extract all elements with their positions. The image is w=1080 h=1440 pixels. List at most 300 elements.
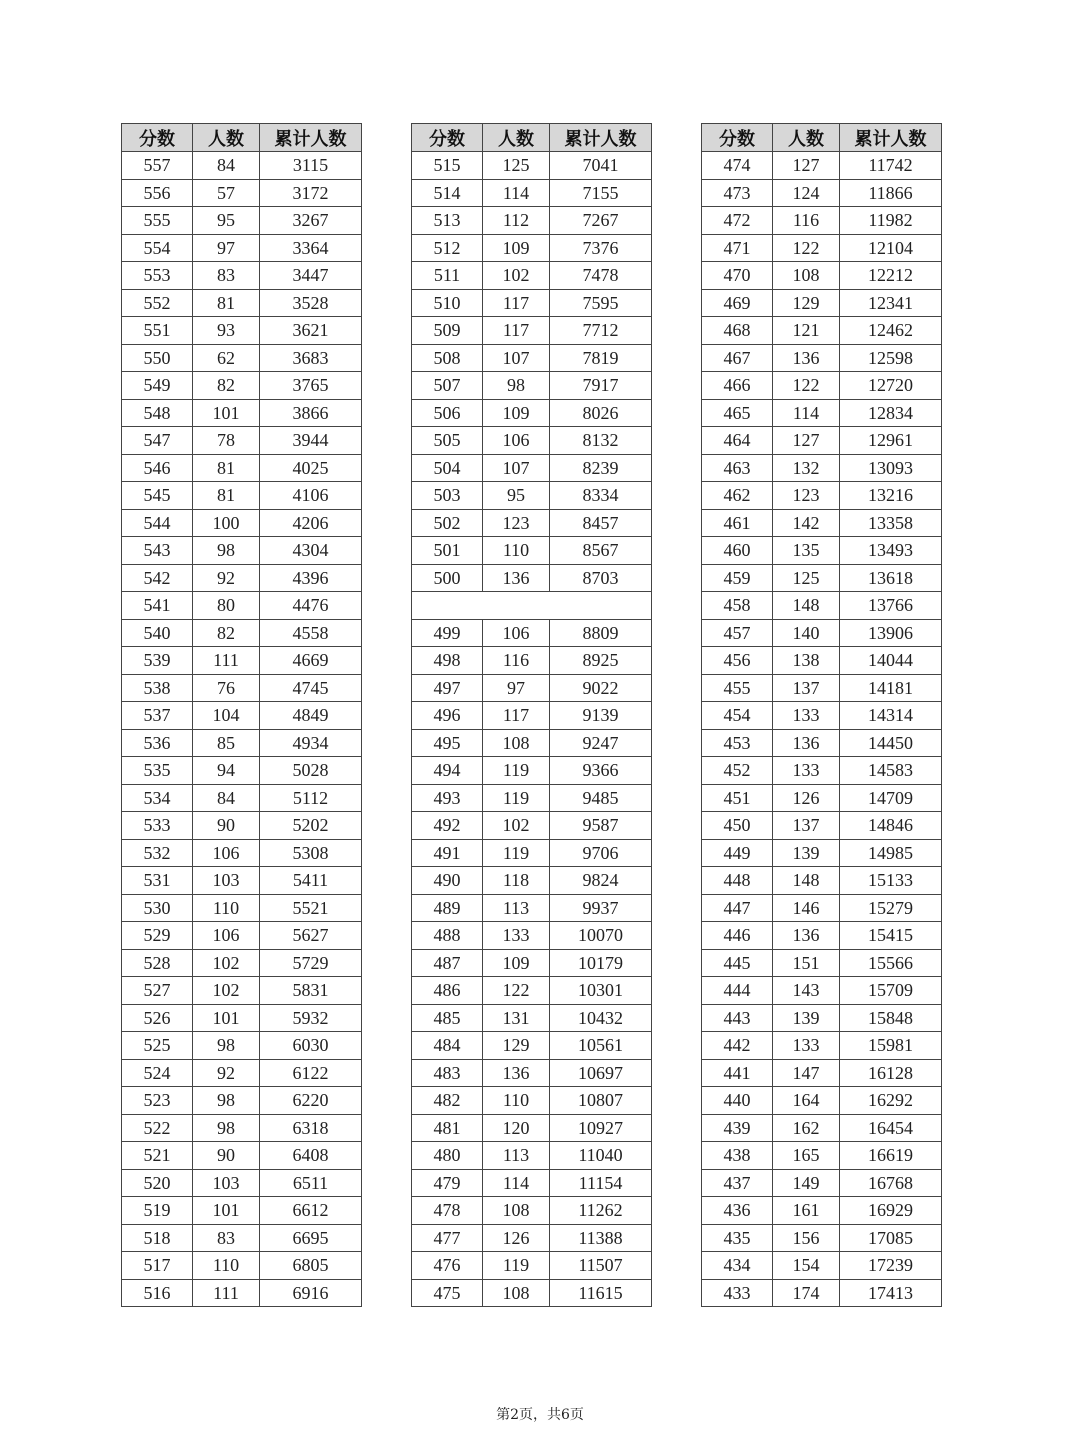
cell-count: 119 [483, 757, 550, 785]
table-row [122, 784, 362, 812]
cell-cumulative: 17413 [840, 1279, 942, 1307]
cell-score: 473 [702, 179, 773, 207]
cell-count: 127 [773, 152, 840, 180]
table-row [702, 1224, 942, 1252]
cell-count: 131 [483, 1004, 550, 1032]
cell-cumulative: 7041 [550, 152, 652, 180]
table-row [702, 812, 942, 840]
cell-cumulative: 14044 [840, 647, 942, 675]
table-row [702, 1279, 942, 1307]
cell-cumulative: 5308 [260, 839, 362, 867]
cell-count: 121 [773, 317, 840, 345]
table-row [122, 1252, 362, 1280]
table-row [702, 894, 942, 922]
table-row [412, 867, 652, 895]
table-row [412, 1169, 652, 1197]
cell-cumulative: 6612 [260, 1197, 362, 1225]
cell-cumulative: 11154 [550, 1169, 652, 1197]
cell-score: 516 [122, 1279, 193, 1307]
cell-cumulative: 14709 [840, 784, 942, 812]
cell-cumulative: 3447 [260, 262, 362, 290]
cell-cumulative: 9022 [550, 674, 652, 702]
cell-score: 497 [412, 674, 483, 702]
cell-count: 92 [193, 1059, 260, 1087]
cell-count: 84 [193, 152, 260, 180]
cell-cumulative: 9139 [550, 702, 652, 730]
cell-cumulative: 10070 [550, 922, 652, 950]
cell-count: 139 [773, 1004, 840, 1032]
cell-cumulative: 12598 [840, 344, 942, 372]
cell-count: 90 [193, 1142, 260, 1170]
cell-count: 114 [773, 399, 840, 427]
cell-score: 519 [122, 1197, 193, 1225]
cell-count: 156 [773, 1224, 840, 1252]
cell-count: 139 [773, 839, 840, 867]
cell-cumulative: 15709 [840, 977, 942, 1005]
page-number: 第2页，共6页 [496, 1407, 584, 1423]
cell-count: 97 [193, 234, 260, 262]
cell-cumulative: 11507 [550, 1252, 652, 1280]
table-row [122, 647, 362, 675]
cell-count: 133 [773, 757, 840, 785]
cell-score: 500 [412, 564, 483, 592]
cell-cumulative: 14985 [840, 839, 942, 867]
cell-score: 499 [412, 619, 483, 647]
cell-cumulative: 6805 [260, 1252, 362, 1280]
cell-count: 123 [773, 482, 840, 510]
cell-count: 76 [193, 674, 260, 702]
cell-cumulative: 13216 [840, 482, 942, 510]
cell-count: 143 [773, 977, 840, 1005]
table-row [412, 1004, 652, 1032]
cell-cumulative: 10432 [550, 1004, 652, 1032]
blank-cell [412, 592, 652, 620]
table-row [412, 619, 652, 647]
cell-cumulative: 8026 [550, 399, 652, 427]
cell-score: 435 [702, 1224, 773, 1252]
cell-count: 161 [773, 1197, 840, 1225]
cell-cumulative: 4745 [260, 674, 362, 702]
table-row [122, 1059, 362, 1087]
cell-score: 530 [122, 894, 193, 922]
cell-score: 525 [122, 1032, 193, 1060]
table-row [412, 482, 652, 510]
header-count: 人数 [483, 124, 550, 152]
table-row [412, 812, 652, 840]
cell-score: 552 [122, 289, 193, 317]
cell-score: 518 [122, 1224, 193, 1252]
cell-cumulative: 12341 [840, 289, 942, 317]
table-row [122, 922, 362, 950]
cell-count: 122 [773, 372, 840, 400]
cell-score: 437 [702, 1169, 773, 1197]
table-row [122, 949, 362, 977]
cell-count: 135 [773, 537, 840, 565]
cell-score: 464 [702, 427, 773, 455]
cell-cumulative: 11742 [840, 152, 942, 180]
cell-count: 137 [773, 674, 840, 702]
cell-score: 433 [702, 1279, 773, 1307]
cell-cumulative: 3115 [260, 152, 362, 180]
table-row [412, 1032, 652, 1060]
cell-score: 477 [412, 1224, 483, 1252]
cell-cumulative: 7155 [550, 179, 652, 207]
cell-cumulative: 3172 [260, 179, 362, 207]
cell-cumulative: 13766 [840, 592, 942, 620]
table-row [702, 1114, 942, 1142]
cell-score: 460 [702, 537, 773, 565]
cell-score: 466 [702, 372, 773, 400]
cell-score: 484 [412, 1032, 483, 1060]
cell-count: 120 [483, 1114, 550, 1142]
cell-cumulative: 14583 [840, 757, 942, 785]
cell-cumulative: 13906 [840, 619, 942, 647]
cell-cumulative: 8334 [550, 482, 652, 510]
cell-score: 555 [122, 207, 193, 235]
cell-cumulative: 5627 [260, 922, 362, 950]
table-row [122, 812, 362, 840]
table-row [412, 427, 652, 455]
cell-count: 102 [483, 262, 550, 290]
cell-cumulative: 5202 [260, 812, 362, 840]
cell-cumulative: 5521 [260, 894, 362, 922]
cell-count: 137 [773, 812, 840, 840]
cell-count: 110 [193, 1252, 260, 1280]
cell-cumulative: 6220 [260, 1087, 362, 1115]
cell-cumulative: 12834 [840, 399, 942, 427]
table-row [702, 262, 942, 290]
cell-count: 116 [483, 647, 550, 675]
cell-count: 112 [483, 207, 550, 235]
cell-count: 98 [193, 1087, 260, 1115]
cell-score: 517 [122, 1252, 193, 1280]
cell-score: 514 [412, 179, 483, 207]
cell-score: 469 [702, 289, 773, 317]
cell-count: 114 [483, 179, 550, 207]
cell-count: 94 [193, 757, 260, 785]
cell-score: 455 [702, 674, 773, 702]
table-row [122, 1032, 362, 1060]
cell-cumulative: 7376 [550, 234, 652, 262]
cell-score: 548 [122, 399, 193, 427]
table-row [122, 289, 362, 317]
cell-count: 136 [773, 729, 840, 757]
table-row [412, 1279, 652, 1307]
table-row [702, 427, 942, 455]
cell-score: 491 [412, 839, 483, 867]
cell-count: 109 [483, 399, 550, 427]
table-row [122, 152, 362, 180]
table-row [122, 399, 362, 427]
table-row [122, 234, 362, 262]
table-row [412, 647, 652, 675]
table-row [702, 757, 942, 785]
cell-cumulative: 14846 [840, 812, 942, 840]
table-row [122, 867, 362, 895]
cell-count: 57 [193, 179, 260, 207]
table-row [702, 372, 942, 400]
table-row [122, 482, 362, 510]
table-row [412, 152, 652, 180]
cell-cumulative: 6408 [260, 1142, 362, 1170]
cell-cumulative: 16292 [840, 1087, 942, 1115]
cell-count: 138 [773, 647, 840, 675]
cell-score: 529 [122, 922, 193, 950]
cell-count: 125 [773, 564, 840, 592]
cell-count: 82 [193, 372, 260, 400]
cell-cumulative: 5411 [260, 867, 362, 895]
cell-cumulative: 6511 [260, 1169, 362, 1197]
cell-count: 104 [193, 702, 260, 730]
cell-cumulative: 4106 [260, 482, 362, 510]
cell-score: 454 [702, 702, 773, 730]
table-row [412, 1114, 652, 1142]
cell-count: 102 [193, 977, 260, 1005]
cell-count: 90 [193, 812, 260, 840]
cell-count: 133 [773, 1032, 840, 1060]
cell-score: 493 [412, 784, 483, 812]
cell-count: 110 [483, 537, 550, 565]
cell-cumulative: 4934 [260, 729, 362, 757]
cell-count: 85 [193, 729, 260, 757]
cell-score: 468 [702, 317, 773, 345]
cell-score: 440 [702, 1087, 773, 1115]
cell-score: 443 [702, 1004, 773, 1032]
cell-score: 495 [412, 729, 483, 757]
cell-count: 108 [773, 262, 840, 290]
cell-score: 450 [702, 812, 773, 840]
cell-cumulative: 10179 [550, 949, 652, 977]
cell-score: 470 [702, 262, 773, 290]
cell-count: 62 [193, 344, 260, 372]
cell-count: 81 [193, 289, 260, 317]
cell-cumulative: 17085 [840, 1224, 942, 1252]
cell-count: 142 [773, 509, 840, 537]
cell-score: 520 [122, 1169, 193, 1197]
header-row [122, 124, 362, 152]
cell-score: 534 [122, 784, 193, 812]
cell-count: 122 [483, 977, 550, 1005]
cell-score: 465 [702, 399, 773, 427]
cell-score: 475 [412, 1279, 483, 1307]
cell-count: 100 [193, 509, 260, 537]
cell-count: 98 [193, 1032, 260, 1060]
cell-cumulative: 8239 [550, 454, 652, 482]
cell-count: 103 [193, 867, 260, 895]
cell-score: 439 [702, 1114, 773, 1142]
cell-count: 122 [773, 234, 840, 262]
header-count: 人数 [193, 124, 260, 152]
table-row [702, 179, 942, 207]
cell-count: 103 [193, 1169, 260, 1197]
table-row [412, 729, 652, 757]
table-row [412, 537, 652, 565]
table-row [412, 839, 652, 867]
cell-cumulative: 11262 [550, 1197, 652, 1225]
cell-cumulative: 6030 [260, 1032, 362, 1060]
header-cumulative: 累计人数 [840, 124, 942, 152]
table-row [122, 564, 362, 592]
cell-cumulative: 16768 [840, 1169, 942, 1197]
header-score: 分数 [412, 124, 483, 152]
cell-cumulative: 6318 [260, 1114, 362, 1142]
table-row [122, 454, 362, 482]
table-row [702, 592, 942, 620]
table-row [412, 372, 652, 400]
cell-count: 101 [193, 1004, 260, 1032]
table-row [702, 1142, 942, 1170]
cell-cumulative: 4558 [260, 619, 362, 647]
cell-score: 483 [412, 1059, 483, 1087]
table-row [122, 1087, 362, 1115]
cell-score: 543 [122, 537, 193, 565]
cell-score: 507 [412, 372, 483, 400]
cell-count: 149 [773, 1169, 840, 1197]
table-row [122, 262, 362, 290]
cell-score: 522 [122, 1114, 193, 1142]
cell-count: 106 [483, 427, 550, 455]
cell-cumulative: 8703 [550, 564, 652, 592]
cell-score: 486 [412, 977, 483, 1005]
cell-count: 126 [773, 784, 840, 812]
cell-count: 119 [483, 784, 550, 812]
cell-score: 510 [412, 289, 483, 317]
cell-cumulative: 4476 [260, 592, 362, 620]
table-row [702, 289, 942, 317]
cell-count: 129 [773, 289, 840, 317]
cell-cumulative: 15415 [840, 922, 942, 950]
cell-count: 108 [483, 1197, 550, 1225]
table-row [702, 1004, 942, 1032]
cell-count: 174 [773, 1279, 840, 1307]
cell-score: 463 [702, 454, 773, 482]
cell-score: 438 [702, 1142, 773, 1170]
cell-score: 452 [702, 757, 773, 785]
table-row [122, 1197, 362, 1225]
cell-cumulative: 4396 [260, 564, 362, 592]
table-row [412, 1197, 652, 1225]
table-row [702, 482, 942, 510]
cell-cumulative: 14314 [840, 702, 942, 730]
cell-cumulative: 8925 [550, 647, 652, 675]
cell-score: 542 [122, 564, 193, 592]
cell-score: 523 [122, 1087, 193, 1115]
cell-count: 136 [773, 344, 840, 372]
cell-count: 93 [193, 317, 260, 345]
table-row [122, 729, 362, 757]
cell-score: 457 [702, 619, 773, 647]
cell-score: 453 [702, 729, 773, 757]
table-row [412, 509, 652, 537]
cell-cumulative: 3765 [260, 372, 362, 400]
cell-count: 117 [483, 289, 550, 317]
cell-score: 492 [412, 812, 483, 840]
cell-count: 78 [193, 427, 260, 455]
table-row [702, 977, 942, 1005]
table-row [122, 702, 362, 730]
table-row [702, 619, 942, 647]
table-row [122, 1114, 362, 1142]
cell-score: 506 [412, 399, 483, 427]
table-row [122, 674, 362, 702]
table-row [702, 454, 942, 482]
cell-score: 474 [702, 152, 773, 180]
cell-score: 436 [702, 1197, 773, 1225]
cell-count: 113 [483, 894, 550, 922]
cell-score: 521 [122, 1142, 193, 1170]
cell-cumulative: 13493 [840, 537, 942, 565]
cell-score: 488 [412, 922, 483, 950]
cell-count: 113 [483, 1142, 550, 1170]
cell-count: 106 [193, 839, 260, 867]
header-cumulative: 累计人数 [260, 124, 362, 152]
cell-cumulative: 7267 [550, 207, 652, 235]
cell-count: 133 [483, 922, 550, 950]
cell-score: 481 [412, 1114, 483, 1142]
score-table-1 [121, 123, 362, 1307]
cell-cumulative: 9937 [550, 894, 652, 922]
score-table-3 [701, 123, 942, 1307]
cell-count: 106 [483, 619, 550, 647]
cell-count: 151 [773, 949, 840, 977]
cell-count: 124 [773, 179, 840, 207]
table-row [702, 207, 942, 235]
cell-cumulative: 5932 [260, 1004, 362, 1032]
cell-count: 111 [193, 1279, 260, 1307]
table-row [122, 509, 362, 537]
cell-score: 451 [702, 784, 773, 812]
cell-cumulative: 9247 [550, 729, 652, 757]
table-row [412, 1059, 652, 1087]
cell-cumulative: 7819 [550, 344, 652, 372]
cell-score: 532 [122, 839, 193, 867]
cell-count: 98 [483, 372, 550, 400]
table-row [412, 1252, 652, 1280]
table-row [412, 757, 652, 785]
cell-score: 537 [122, 702, 193, 730]
cell-count: 162 [773, 1114, 840, 1142]
cell-count: 125 [483, 152, 550, 180]
cell-cumulative: 3683 [260, 344, 362, 372]
header-row [412, 124, 652, 152]
cell-score: 467 [702, 344, 773, 372]
cell-count: 119 [483, 839, 550, 867]
cell-count: 81 [193, 454, 260, 482]
cell-cumulative: 15848 [840, 1004, 942, 1032]
cell-cumulative: 13358 [840, 509, 942, 537]
cell-score: 513 [412, 207, 483, 235]
cell-score: 547 [122, 427, 193, 455]
cell-score: 508 [412, 344, 483, 372]
cell-cumulative: 9485 [550, 784, 652, 812]
table-row [702, 674, 942, 702]
table-row [412, 702, 652, 730]
cell-cumulative: 15279 [840, 894, 942, 922]
cell-count: 101 [193, 399, 260, 427]
cell-cumulative: 13093 [840, 454, 942, 482]
cell-cumulative: 7712 [550, 317, 652, 345]
cell-score: 502 [412, 509, 483, 537]
table-row [702, 537, 942, 565]
cell-score: 538 [122, 674, 193, 702]
cell-count: 117 [483, 702, 550, 730]
cell-count: 95 [483, 482, 550, 510]
table-row [122, 1224, 362, 1252]
cell-score: 531 [122, 867, 193, 895]
table-row [412, 234, 652, 262]
cell-count: 106 [193, 922, 260, 950]
cell-cumulative: 3528 [260, 289, 362, 317]
